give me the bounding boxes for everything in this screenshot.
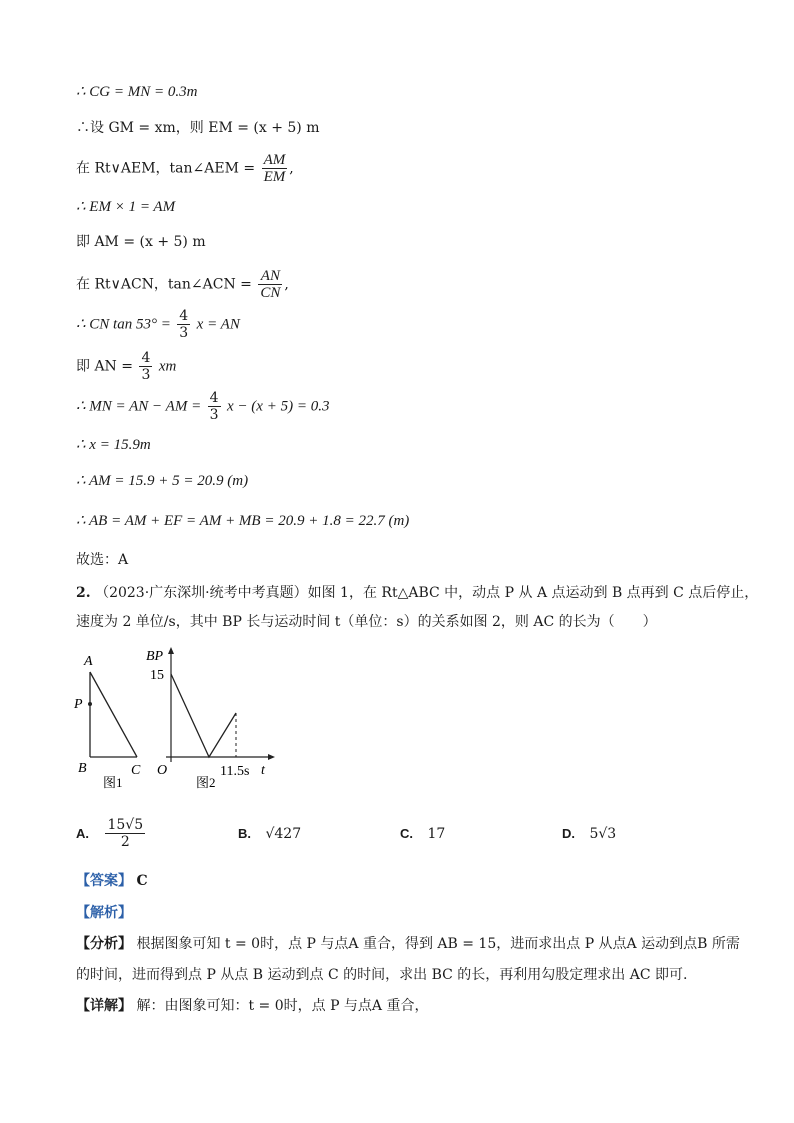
solution-line-x: ∴ x = 15.9m [76,437,151,453]
figure-2-caption: 图2 [196,775,216,790]
solution-line-choose: 故选：A [76,552,129,568]
solution-line-cn-tan [76,308,240,341]
answer-tag: 【答案】 [76,873,132,889]
fraction-four-thirds [139,350,152,383]
fraction-numerator: 15√5 [107,817,144,833]
x-equals-an: x = AN [196,316,240,333]
fraction-denominator: 2 [120,834,130,850]
solution-line-ab-value: ∴ AB = AM + EF = AM + MB = 20.9 + 1.8 = 22.7 (m) [76,513,410,529]
label-b: B [78,761,87,776]
answer-value: C [136,873,148,889]
cn-tan-text: ∴ CN tan 53° = [76,316,171,333]
label-a: A [84,654,93,669]
analysis-line1 [76,935,740,953]
y-axis-arrow-icon [168,647,174,654]
question-2-line1 [76,584,758,602]
choice-d-label: D. [562,826,575,841]
figure-1 [73,654,141,790]
fraction-denominator: CN [260,285,281,301]
choice-b-value: √427 [265,826,302,842]
fraction-an-cn [258,268,282,301]
fraction-denominator: EM [263,169,286,185]
analysis-line2: 的时间，进而得到点 P 从点 B 运动到点 C 的时间，求出 BC 的长，再利用勾股定理求出 AC 即可. [76,967,688,983]
label-c: C [131,763,141,778]
solution-line-cg: ∴ CG = MN = 0.3m [76,84,198,100]
fraction-numerator: 4 [141,350,151,366]
fraction-denominator: 3 [179,325,189,341]
fraction-am-em [262,152,288,185]
detail-text: 解：由图象可知：t = 0时，点 P 与点A 重合， [136,998,429,1014]
fraction-numerator: AN [258,268,282,285]
figure-2 [146,647,275,790]
solution-line-an [76,350,176,383]
choice-c[interactable] [400,826,445,842]
analysis-text-line1: 根据图象可知 t = 0时，点 P 与点A 重合，得到 AB = 15，进而求出点 P 从点A 运动到点B 所需 [136,936,740,952]
question-text-line1: （2023·广东深圳·统考中考真题）如图 1，在 Rt△ABC 中，动点 P 从 A 点运动到 B 点再到 C 点后停止， [95,585,759,601]
x-axis-arrow-icon [268,754,275,760]
fraction-denominator: 3 [141,367,151,383]
mn-text: ∴ MN = AN − AM = [76,398,202,415]
choice-b-label: B. [238,826,251,841]
choice-a-label: A. [76,825,89,841]
fraction-numerator: 4 [209,390,219,406]
fraction-numerator: 4 [179,308,189,324]
fraction-four-thirds [208,390,221,423]
choice-a[interactable] [76,817,147,850]
detail-line [76,997,429,1015]
solution-line-mn [76,390,329,423]
y-tick-15: 15 [150,668,164,683]
question-2-line2: 速度为 2 单位/s，其中 BP 长与运动时间 t（单位：s）的关系如图 2，则 AC 的长为（ ） [76,614,657,630]
solution-line-em: ∴ EM × 1 = AM [76,199,176,215]
origin-label: O [157,763,168,778]
solution-line-tan-acn: 在 Rt∨ACN，tan∠ACN = $\frac{AN}{CN}$ , [76,268,289,301]
x-axis-label: t [261,763,265,778]
analysis-heading [76,904,132,922]
fraction-four-thirds [177,308,190,341]
x-tick-11-5s: 11.5s [220,764,250,779]
solution-line-am: 即 AM = (x + 5) m [76,234,206,250]
y-axis-label: BP [146,649,164,664]
fraction-numerator: AM [263,152,286,168]
choice-a-fraction [105,817,145,850]
choice-d-value: 5√3 [589,826,617,842]
bp-graph-line [171,674,236,757]
tan-aem-text: 在 Rt∨AEM，tan∠AEM = [76,160,256,177]
detail-tag: 【详解】 [76,998,132,1014]
xm-text: xm [158,358,177,375]
label-p: P [74,697,83,712]
analysis-tag: 【解析】 [76,905,132,921]
answer-line [76,872,148,890]
fraction-denominator: 3 [209,407,219,423]
solution-line-am-value: ∴ AM = 15.9 + 5 = 20.9 (m) [76,473,249,489]
choice-c-value: 17 [427,826,446,842]
point-p [88,702,92,706]
an-text: 即 AN = [76,358,133,375]
figures [70,644,290,794]
choice-d[interactable] [562,826,616,842]
solution-line-let-gm: ∴设 GM = xm，则 EM = (x + 5) m [76,120,320,136]
solution-line-tan-aem: 在 Rt∨AEM，tan∠AEM = $\frac{AM}{EM}$ , [76,152,294,185]
tan-acn-text: 在 Rt∨ACN，tan∠ACN = [76,276,252,293]
figure-1-caption: 图1 [103,775,123,790]
question-number: 2. [76,585,91,601]
analysis-sub-tag: 【分析】 [76,936,132,952]
choice-c-label: C. [400,826,413,841]
mn-rest-text: x − (x + 5) = 0.3 [227,398,330,415]
choice-b[interactable] [238,826,301,842]
